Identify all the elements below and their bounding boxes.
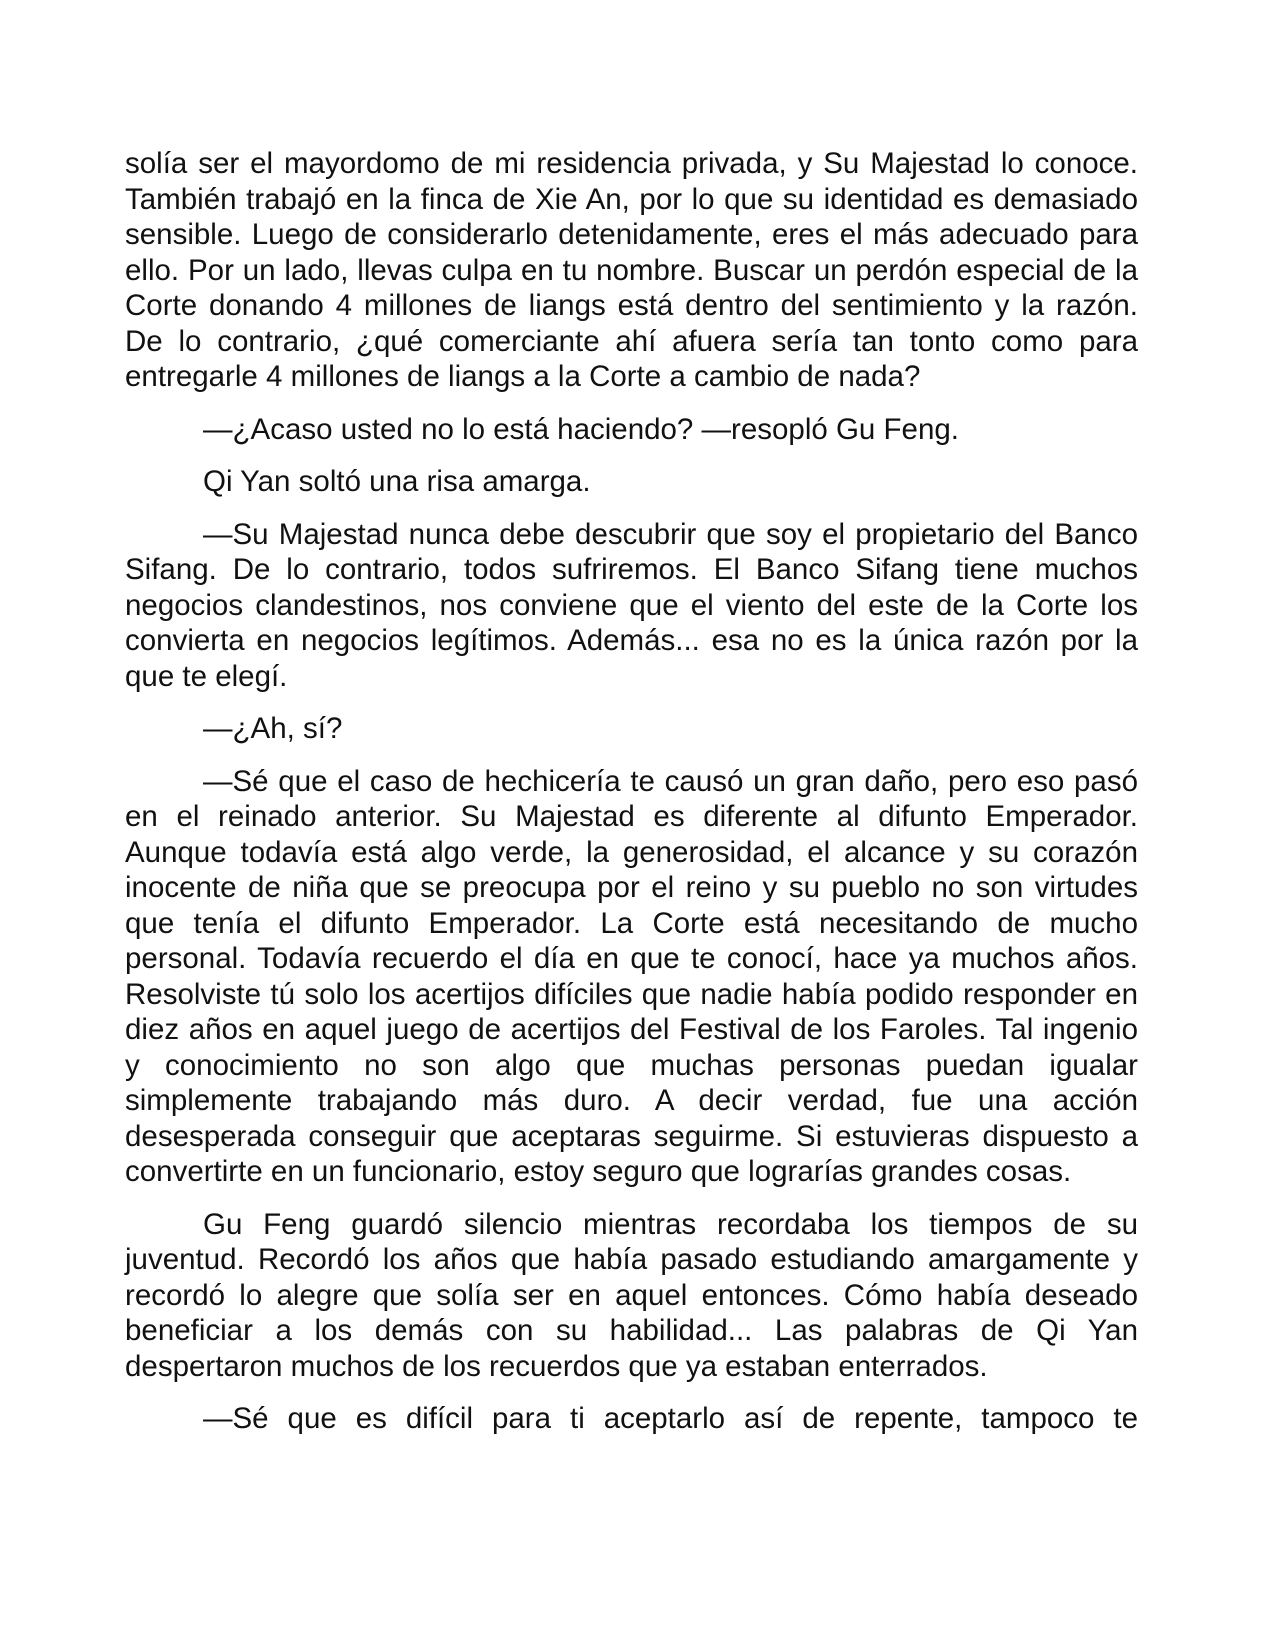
paragraph: Gu Feng guardó silencio mientras recordaba los tiempos de su juventud. Recordó los años que había pasado estudiando amargamente y recordó lo alegre que solía ser en aquel entonces. Cómo había deseado beneficiar a los demás con su habilidad... Las palabras de Qi Yan despertaron muchos de los recuerdos que ya estaban enterrados.	[125, 1207, 1138, 1383]
paragraph: —Sé que es difícil para ti aceptarlo así de repente, tampoco te	[203, 1402, 1138, 1435]
paragraph: —Sé que el caso de hechicería te causó un gran daño, pero eso pasó en el reinado anterior. Su Majestad es diferente al difunto Emperador. Aunque todavía está algo verde, la generosidad, el alcance y su corazón inocente de niña que se preocupa por el reino y su pueblo no son virtudes que tenía el difunto Emperador. La Corte está necesitando de mucho personal. Todavía recuerdo el día en que te conocí, hace ya muchos años. Resolviste tú solo los acertijos difíciles que nadie había podido responder en diez años en aquel juego de acertijos del Festival de los Faroles. Tal ingenio y conocimiento no son algo que muchas personas puedan igualar simplemente trabajando más duro. A decir verdad, fue una acción desesperada conseguir que aceptaras seguirme. Si estuvieras dispuesto a convertirte en un funcionario, estoy seguro que lograrías grandes cosas.	[125, 764, 1138, 1188]
paragraph: solía ser el mayordomo de mi residencia privada, y Su Majestad lo conoce. También trabajó en la finca de Xie An, por lo que su identidad es demasiado sensible. Luego de considerarlo detenidamente, eres el más adecuado para ello. Por un lado, llevas culpa en tu nombre. Buscar un perdón especial de la Corte donando 4 millones de liangs está dentro del sentimiento y la razón. De lo contrario, ¿qué comerciante ahí afuera sería tan tonto como para entregarle 4 millones de liangs a la Corte a cambio de nada?	[125, 147, 1138, 393]
paragraph: —¿Ah, sí?	[203, 712, 343, 745]
body-text	[125, 146, 1138, 1454]
paragraph: Qi Yan soltó una risa amarga.	[203, 465, 591, 498]
paragraph: —Su Majestad nunca debe descubrir que soy el propietario del Banco Sifang. De lo contrario, todos sufriremos. El Banco Sifang tiene muchos negocios clandestinos, nos conviene que el viento del este de la Corte los convierta en negocios legítimos. Además... esa no es la única razón por la que te elegí.	[125, 517, 1138, 693]
paragraph: —¿Acaso usted no lo está haciendo? —resopló Gu Feng.	[203, 412, 959, 446]
